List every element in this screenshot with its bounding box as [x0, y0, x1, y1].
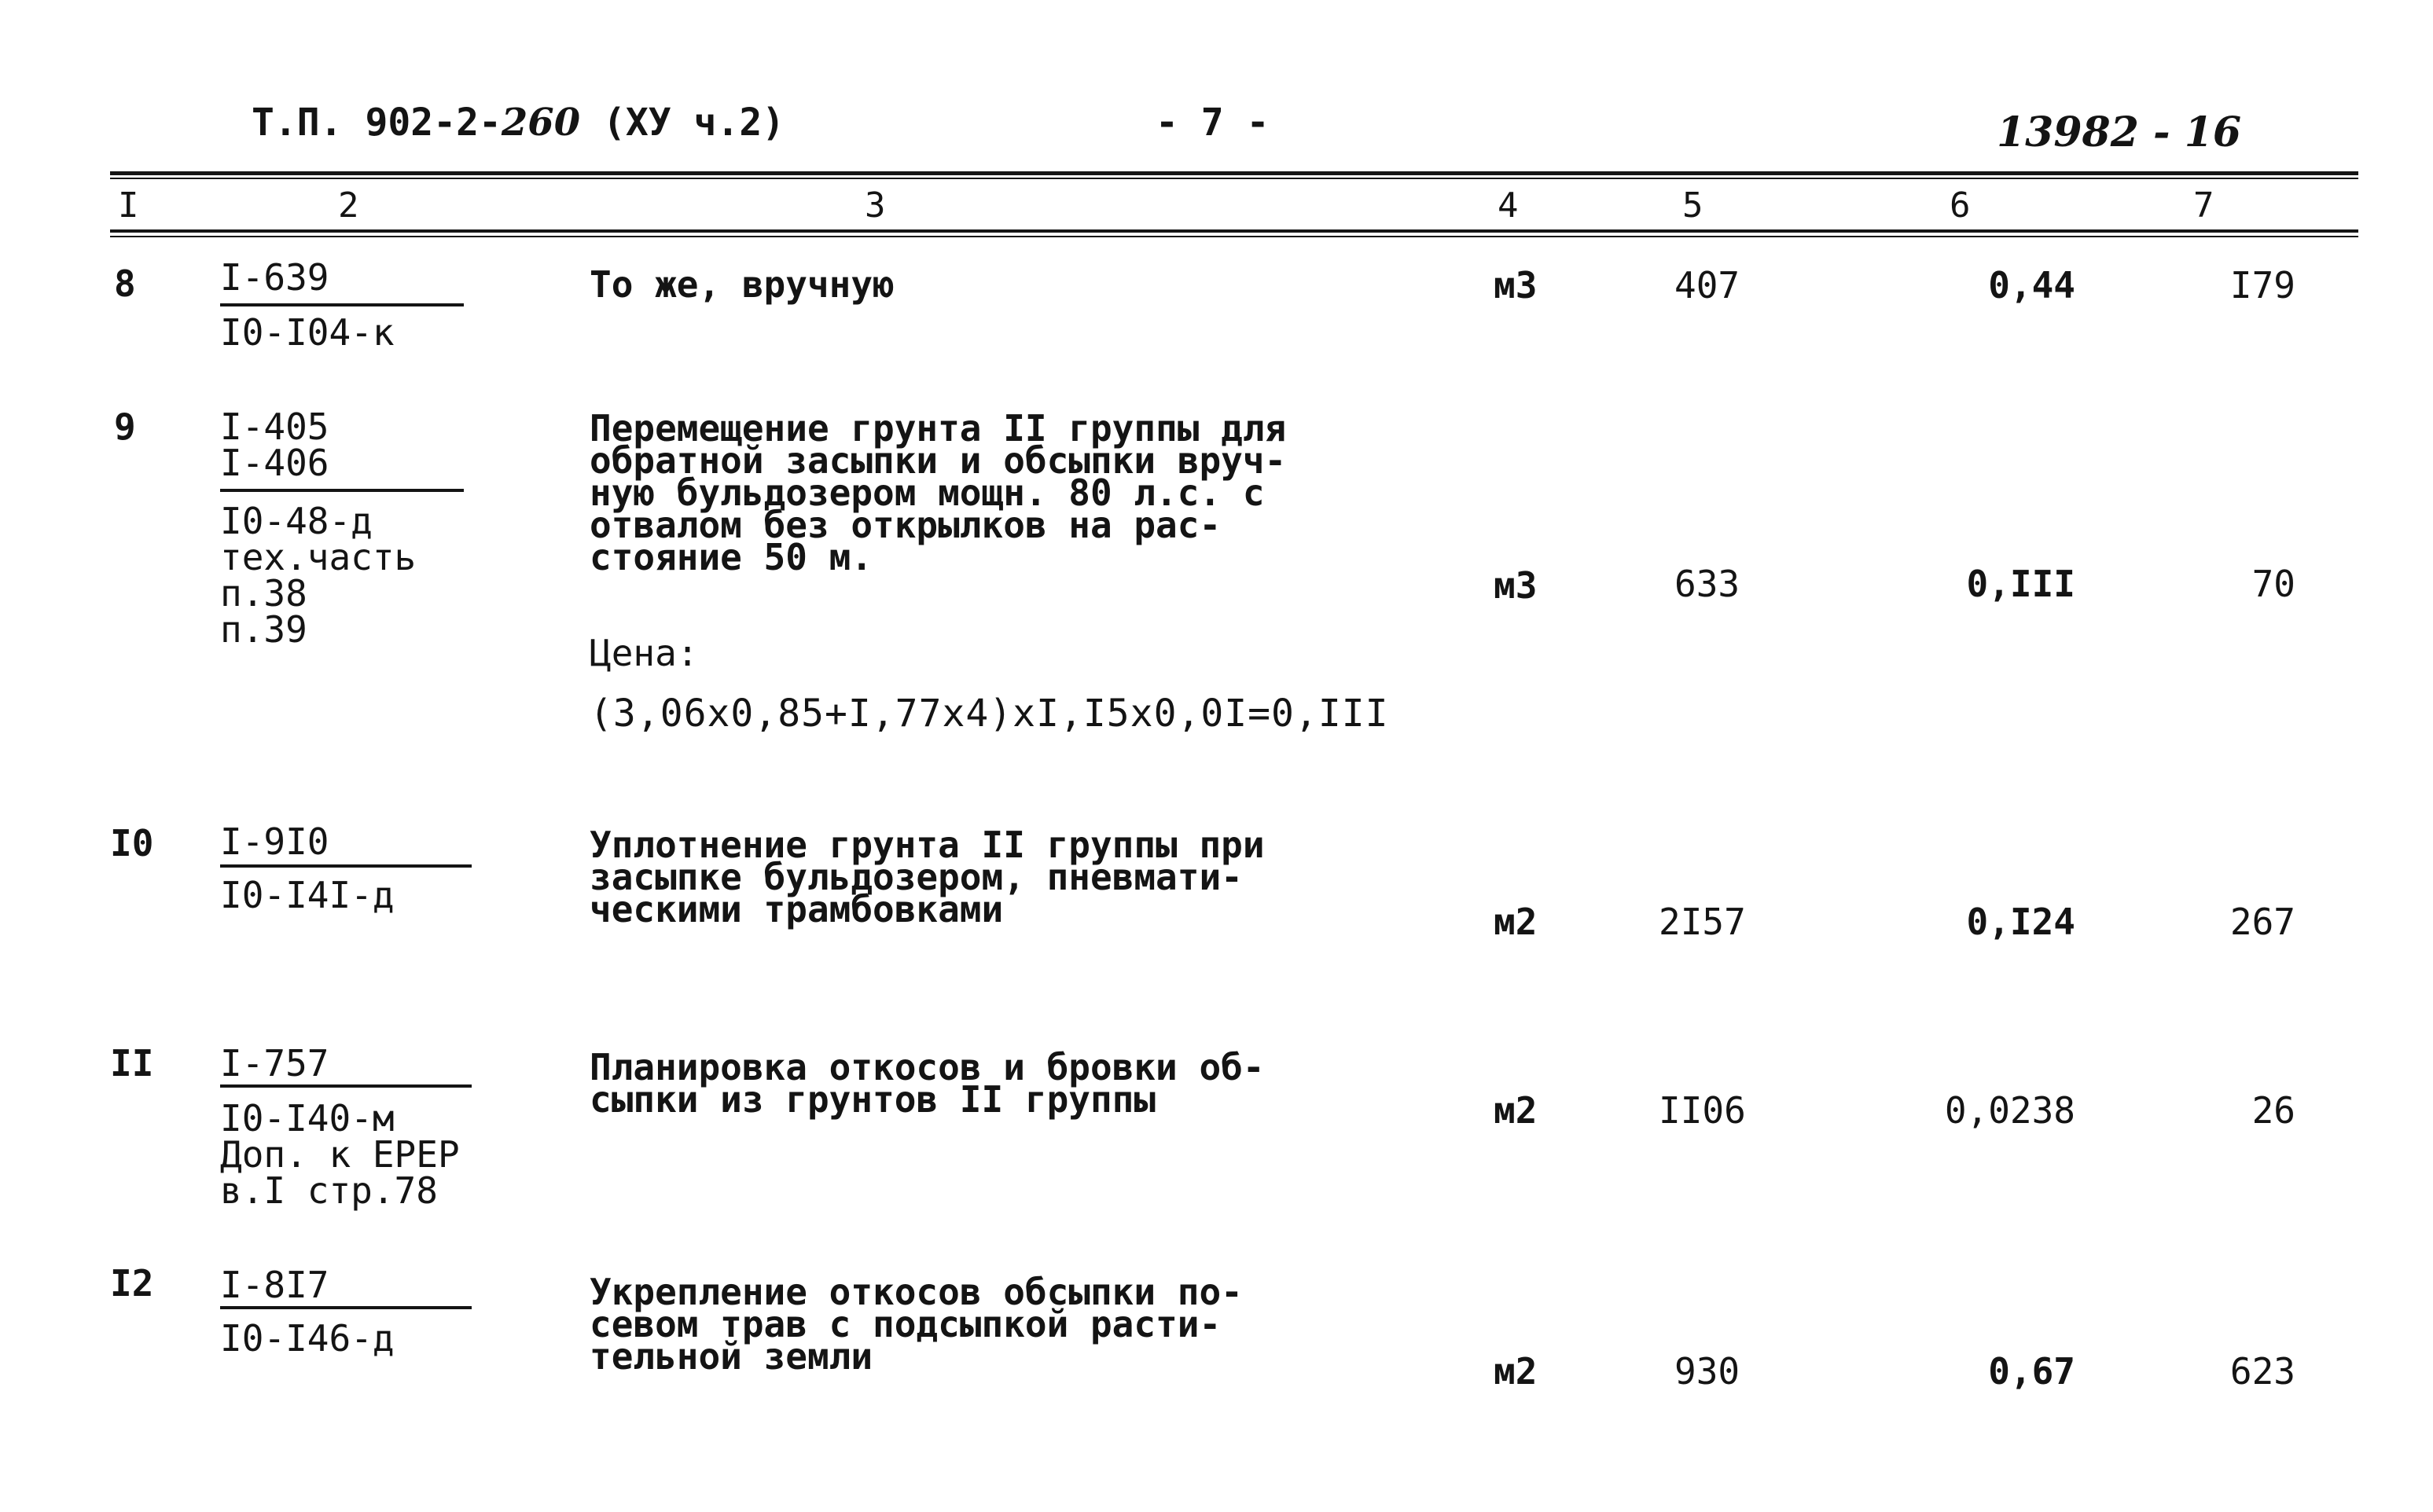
work-description: Планировка откосов и бровки об- сыпки из грунтов II группы [590, 1046, 1265, 1121]
norm-code: Доп. к ЕРЕР [220, 1133, 460, 1176]
unit-price: 0,I24 [1966, 901, 2075, 943]
column-number-7: 7 [2193, 185, 2214, 226]
row-number: 9 [114, 406, 136, 448]
norm-code: в.I стр.78 [220, 1169, 438, 1212]
quantity: 633 [1674, 563, 1740, 605]
norm-code: I0-I40-м [220, 1097, 395, 1140]
header-bottom-rule [110, 229, 2358, 233]
norm-code: п.38 [220, 572, 307, 615]
unit-price: 0,III [1966, 563, 2075, 605]
norm-code: I-9I0 [220, 820, 329, 863]
document-reference-suffix: (ХУ ч.2) [580, 101, 785, 145]
norm-code: I-8I7 [220, 1264, 329, 1306]
code-underline [220, 1306, 472, 1309]
norm-code: п.39 [220, 608, 307, 651]
row-number: II [110, 1042, 154, 1084]
column-number-4: 4 [1498, 185, 1519, 226]
header-bottom-rule-thin [110, 236, 2358, 237]
norm-code: I-406 [220, 442, 329, 484]
column-number-5: 5 [1682, 185, 1703, 226]
norm-codes-bottom [220, 311, 395, 354]
norm-codes-top [220, 1264, 329, 1306]
norm-codes-top [220, 1042, 329, 1084]
document-reference [252, 101, 785, 145]
header-top-rule-thin [110, 178, 2358, 179]
document-reference-prefix: Т.П. 902-2- [252, 101, 502, 145]
column-number-1: I [118, 185, 139, 226]
total-cost: 267 [2229, 901, 2295, 943]
norm-code: I-405 [220, 406, 329, 448]
unit-price: 0,0238 [1944, 1089, 2075, 1132]
total-cost: 623 [2229, 1350, 2295, 1393]
quantity: 930 [1674, 1350, 1740, 1393]
norm-code: I0-I4I-д [220, 874, 395, 916]
page-number: - 7 - [1156, 101, 1270, 145]
unit: м2 [1494, 1089, 1538, 1132]
norm-code: I-639 [220, 256, 329, 299]
unit: м3 [1494, 264, 1538, 306]
sheet-code: 13982 - 16 [1997, 108, 2242, 156]
norm-code: I0-48-д [220, 500, 373, 542]
unit: м2 [1494, 901, 1538, 943]
column-number-2: 2 [338, 185, 359, 226]
norm-codes-bottom [220, 500, 417, 651]
total-cost: I79 [2229, 264, 2295, 306]
unit: м2 [1494, 1350, 1538, 1393]
norm-codes-bottom [220, 1317, 395, 1360]
work-description: Перемещение грунта II группы для обратной засыпки и обсыпки вруч- ную бульдозером мощн. 80 л.с. с отвалом без открылков на рас- стояние 50 м. [590, 407, 1287, 578]
price-label: Цена: [590, 632, 699, 674]
norm-code: I-757 [220, 1042, 329, 1084]
quantity: 407 [1674, 264, 1740, 306]
quantity: 2I57 [1659, 901, 1746, 943]
unit-price: 0,67 [1988, 1350, 2075, 1393]
row-number: I2 [110, 1262, 154, 1305]
norm-code: I0-I04-к [220, 311, 395, 354]
row-number: 8 [114, 262, 136, 305]
code-underline [220, 489, 464, 492]
code-underline [220, 303, 464, 306]
column-number-6: 6 [1950, 185, 1971, 226]
column-number-3: 3 [865, 185, 886, 226]
unit: м3 [1494, 564, 1538, 607]
norm-codes-top [220, 406, 329, 484]
quantity: II06 [1659, 1089, 1746, 1132]
header-top-rule [110, 171, 2358, 175]
work-description: То же, вручную [590, 263, 895, 306]
norm-codes-bottom [220, 874, 395, 916]
document-reference-handwritten: 260 [501, 101, 581, 145]
norm-code: I0-I46-д [220, 1317, 395, 1360]
price-formula: (3,06x0,85+I,77x4)xI,I5x0,0I=0,III [590, 692, 1389, 736]
norm-code: тех.часть [220, 536, 417, 578]
total-cost: 26 [2251, 1089, 2295, 1132]
code-underline [220, 864, 472, 868]
norm-codes-bottom [220, 1097, 460, 1212]
work-description: Укрепление откосов обсыпки по- севом трав с подсыпкой расти- тельной земли [590, 1271, 1243, 1378]
norm-codes-top [220, 820, 329, 863]
row-number: I0 [110, 822, 154, 864]
work-description: Уплотнение грунта II группы при засыпке бульдозером, пневмати- ческими трамбовками [590, 824, 1265, 930]
unit-price: 0,44 [1988, 264, 2075, 306]
code-underline [220, 1084, 472, 1088]
total-cost: 70 [2251, 563, 2295, 605]
norm-codes-top [220, 256, 329, 299]
